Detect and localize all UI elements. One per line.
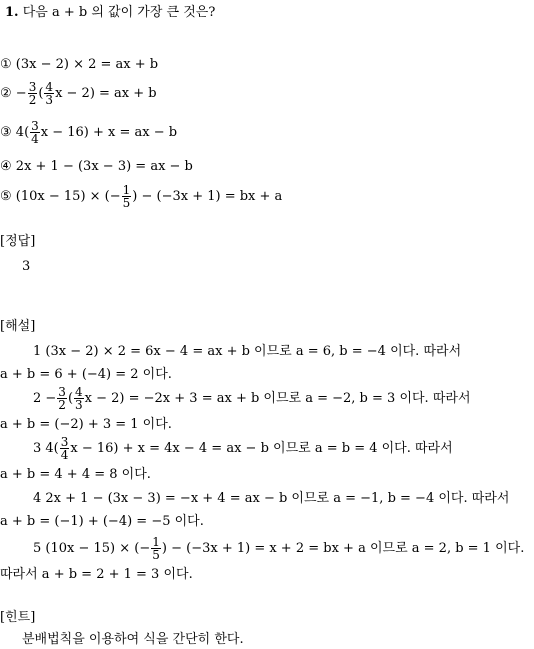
question-number: 1. [5,5,19,20]
choice-5: ⑤ (10x − 15) × (− $\frac{1}{5}$ ) − (−3x + 1) = bx + a [0,183,283,210]
choice-2: ② − $\frac{3}{2}$ ( $\frac{4}{3}$ x − 2) = ax + b [0,80,157,107]
choice-expression: (3x − 2) × 2 = ax + b [15,57,159,72]
explanation-1-line1: 1 (3x − 2) × 2 = 6x − 4 = ax + b 이므로 a = 6, b = −4 이다. 따라서 [33,344,462,359]
explanation-2-line2: a + b = (−2) + 3 = 1 이다. [0,417,172,432]
explanation-4-line2: a + b = (−1) + (−4) = −5 이다. [0,514,204,529]
hint-label: [힌트] [0,610,36,625]
explanation-3-line1: 3 4( $\frac{3}{4}$ x − 16) + x = 4x − 4 = ax − b 이므로 a = b = 4 이다. 따라서 [33,435,453,462]
fraction: $\frac{4}{3}$ [45,80,54,107]
explanation-label: [해설] [0,319,36,334]
choice-1 [0,56,158,74]
choice-marker: ④ [0,159,12,174]
fraction: $\frac{1}{5}$ [122,183,131,210]
question-line [5,4,215,22]
explanation-1-line2: a + b = 6 + (−4) = 2 이다. [0,367,172,382]
answer-label: [정답] [0,234,36,249]
answer-value: 3 [22,259,31,274]
choice-marker: ① [0,57,12,72]
choice-marker: ② [0,86,12,101]
fraction: $\frac{3}{2}$ [28,80,37,107]
choice-expression-pre: − [15,86,27,101]
explanation-4-line1: 4 2x + 1 − (3x − 3) = −x + 4 = ax − b 이므로 a = −1, b = −4 이다. 따라서 [33,491,510,506]
fraction: $\frac{1}{5}$ [152,535,160,562]
choice-4: ④ 2x + 1 − (3x − 3) = ax − b [0,159,193,174]
fraction: $\frac{3}{2}$ [58,385,66,412]
choice-expression-post: x − 2) = ax + b [55,86,157,101]
fraction: $\frac{3}{4}$ [31,119,39,146]
explanation-3-line2: a + b = 4 + 4 = 8 이다. [0,467,151,482]
fraction: $\frac{3}{4}$ [60,435,69,462]
hint-text: 분배법칙을 이용하여 식을 간단히 한다. [22,632,244,647]
choice-marker: ③ [0,125,12,140]
choice-3: ③ 4( $\frac{3}{4}$ x − 16) + x = ax − b [0,119,178,146]
question-text: 다음 a + b 의 값이 가장 큰 것은? [22,5,216,20]
explanation-5-line2: 따라서 a + b = 2 + 1 = 3 이다. [0,567,193,582]
explanation-5-line1: 5 (10x − 15) × (− $\frac{1}{5}$ ) − (−3x + 1) = x + 2 = bx + a 이므로 a = 2, b = 1 이다. [33,535,525,562]
fraction: $\frac{4}{3}$ [75,385,83,412]
explanation-2-line1: 2 − $\frac{3}{2}$ ( $\frac{4}{3}$ x − 2) = −2x + 3 = ax + b 이므로 a = −2, b = 3 이다. 따라서 [33,385,471,412]
choice-marker: ⑤ [0,189,12,204]
